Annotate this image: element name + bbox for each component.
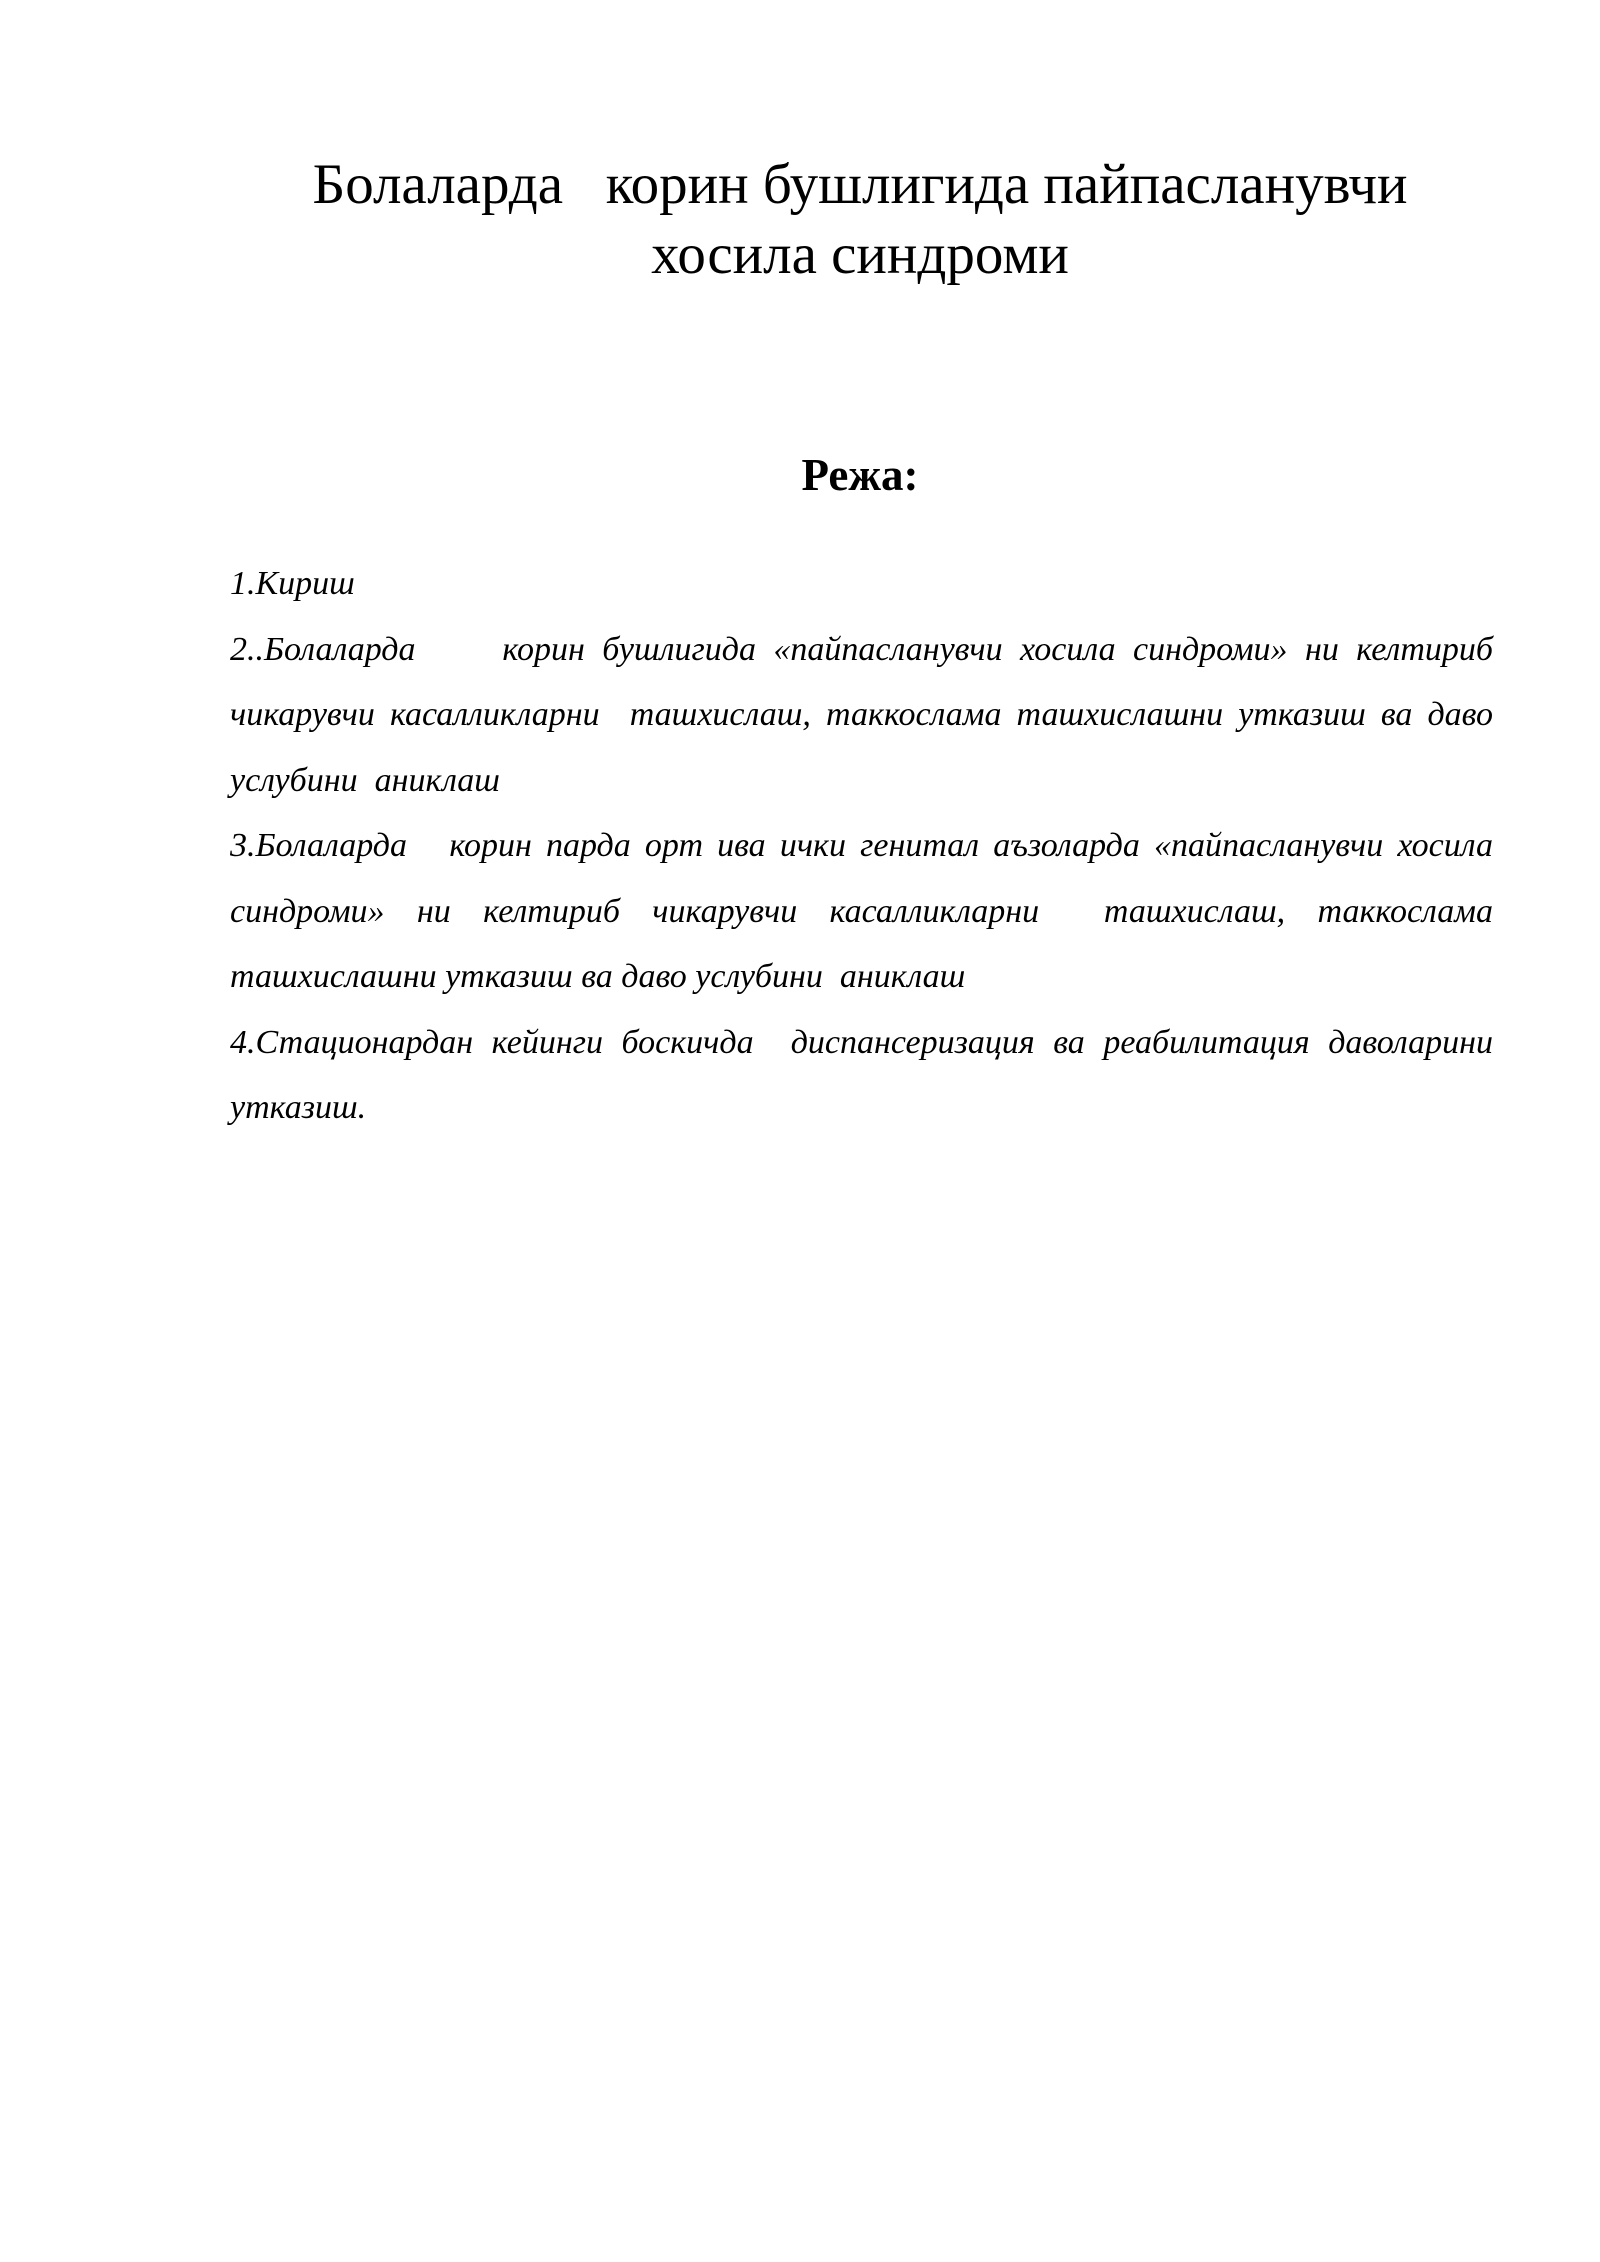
plan-item-3: 3.Болаларда корин парда орт ива ички генитал аъзоларда «пайпасланувчи хосила синдроми» ни келтириб чикарувчи касалликларни ташхислаш, таккослама ташхислашни утказиш ва даво услубини аниклаш [230,827,1502,995]
document-title [230,150,1490,290]
plan-item-1: 1.Кириш [230,565,355,602]
plan-heading: Режа: [801,450,919,500]
plan-list [230,551,1510,1141]
document-title-line-1: Болаларда корин бушлигида пайпасланувчи [312,153,1408,216]
plan-item-4: 4.Стационардан кейинги боскичда диспансеризация ва реабилитация даволарини утказиш. [230,1023,1510,1126]
plan-item-2: 2..Болаларда корин бушлигида «пайпасланувчи хосила синдроми» ни келтириб чикарувчи касалликларни ташхислаш, таккослама ташхислашни утказиш ва даво услубини аниклаш [230,630,1502,799]
document-title-line-2: хосила синдроми [651,223,1069,286]
